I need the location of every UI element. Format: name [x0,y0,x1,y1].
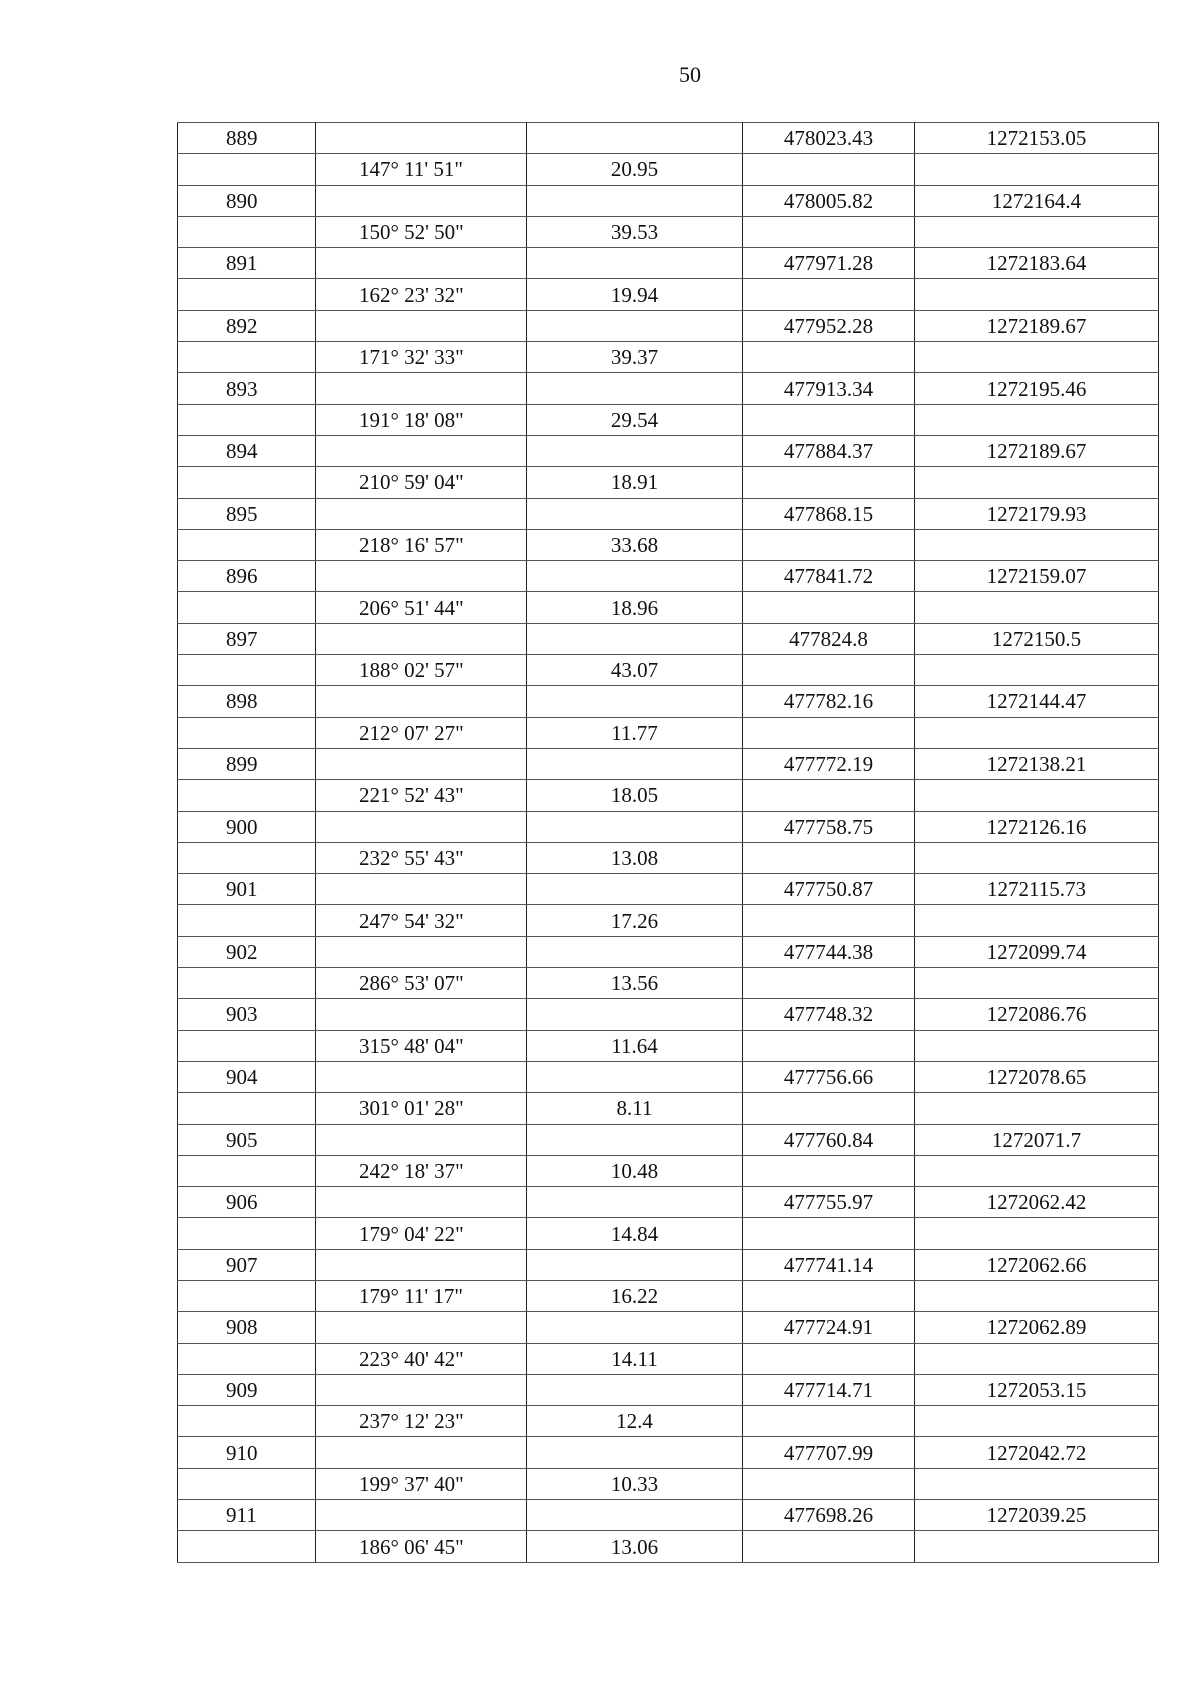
point-row [178,248,1159,279]
point-row [178,623,1159,654]
y-coordinate-cell-empty [915,780,1159,811]
distance-cell-empty [527,435,743,466]
direction-angle-cell: 210° 59' 04" [316,467,527,498]
x-coordinate-cell-empty [743,1531,915,1562]
y-coordinate-cell-empty [915,216,1159,247]
segment-row [178,279,1159,310]
direction-angle-cell: 162° 23' 32" [316,279,527,310]
point-row [178,1061,1159,1092]
direction-angle-cell: 206° 51' 44" [316,592,527,623]
x-coordinate-cell-empty [743,1468,915,1499]
point-number-cell: 903 [178,999,316,1030]
point-number-cell: 889 [178,123,316,154]
distance-cell-empty [527,498,743,529]
segment-row [178,780,1159,811]
y-coordinate-cell: 1272153.05 [915,123,1159,154]
point-row [178,1500,1159,1531]
distance-cell: 11.77 [527,717,743,748]
distance-cell: 39.53 [527,216,743,247]
segment-row [178,905,1159,936]
y-coordinate-cell: 1272138.21 [915,748,1159,779]
y-coordinate-cell: 1272086.76 [915,999,1159,1030]
point-number-cell-empty [178,1218,316,1249]
distance-cell-empty [527,1061,743,1092]
point-number-cell: 907 [178,1249,316,1280]
segment-row [178,404,1159,435]
point-number-cell-empty [178,216,316,247]
y-coordinate-cell-empty [915,1406,1159,1437]
y-coordinate-cell: 1272078.65 [915,1061,1159,1092]
x-coordinate-cell: 477698.26 [743,1500,915,1531]
point-row [178,1374,1159,1405]
point-number-cell-empty [178,1155,316,1186]
x-coordinate-cell-empty [743,1280,915,1311]
x-coordinate-cell-empty [743,717,915,748]
distance-cell: 33.68 [527,529,743,560]
x-coordinate-cell-empty [743,279,915,310]
point-number-cell-empty [178,1093,316,1124]
distance-cell-empty [527,185,743,216]
angle-cell-empty [316,435,527,466]
x-coordinate-cell: 477772.19 [743,748,915,779]
y-coordinate-cell-empty [915,1218,1159,1249]
direction-angle-cell: 301° 01' 28" [316,1093,527,1124]
x-coordinate-cell-empty [743,968,915,999]
point-number-cell-empty [178,529,316,560]
y-coordinate-cell-empty [915,1155,1159,1186]
distance-cell: 18.96 [527,592,743,623]
direction-angle-cell: 221° 52' 43" [316,780,527,811]
y-coordinate-cell: 1272062.89 [915,1312,1159,1343]
y-coordinate-cell-empty [915,1468,1159,1499]
x-coordinate-cell-empty [743,905,915,936]
x-coordinate-cell-empty [743,1030,915,1061]
distance-cell: 10.33 [527,1468,743,1499]
direction-angle-cell: 179° 04' 22" [316,1218,527,1249]
y-coordinate-cell: 1272183.64 [915,248,1159,279]
angle-cell-empty [316,1374,527,1405]
y-coordinate-cell: 1272150.5 [915,623,1159,654]
x-coordinate-cell-empty [743,1218,915,1249]
point-number-cell: 904 [178,1061,316,1092]
distance-cell-empty [527,623,743,654]
x-coordinate-cell-empty [743,842,915,873]
angle-cell-empty [316,748,527,779]
y-coordinate-cell: 1272179.93 [915,498,1159,529]
y-coordinate-cell-empty [915,968,1159,999]
segment-row [178,1406,1159,1437]
point-number-cell: 908 [178,1312,316,1343]
point-row [178,811,1159,842]
y-coordinate-cell-empty [915,342,1159,373]
angle-cell-empty [316,1124,527,1155]
point-number-cell: 902 [178,936,316,967]
coordinates-table-body [178,123,1159,1563]
angle-cell-empty [316,310,527,341]
segment-row [178,154,1159,185]
segment-row [178,1343,1159,1374]
distance-cell: 18.05 [527,780,743,811]
segment-row [178,655,1159,686]
x-coordinate-cell-empty [743,1343,915,1374]
point-number-cell-empty [178,1343,316,1374]
point-number-cell-empty [178,1406,316,1437]
direction-angle-cell: 223° 40' 42" [316,1343,527,1374]
segment-row [178,1280,1159,1311]
x-coordinate-cell: 477824.8 [743,623,915,654]
point-number-cell: 896 [178,561,316,592]
point-row [178,1312,1159,1343]
point-row [178,123,1159,154]
segment-row [178,717,1159,748]
point-row [178,686,1159,717]
angle-cell-empty [316,1249,527,1280]
point-number-cell-empty [178,1030,316,1061]
x-coordinate-cell-empty [743,529,915,560]
angle-cell-empty [316,123,527,154]
angle-cell-empty [316,999,527,1030]
angle-cell-empty [316,498,527,529]
point-number-cell: 901 [178,874,316,905]
distance-cell-empty [527,748,743,779]
x-coordinate-cell-empty [743,1406,915,1437]
point-row [178,748,1159,779]
distance-cell: 39.37 [527,342,743,373]
point-number-cell-empty [178,905,316,936]
x-coordinate-cell: 477782.16 [743,686,915,717]
segment-row [178,1468,1159,1499]
x-coordinate-cell: 477707.99 [743,1437,915,1468]
angle-cell-empty [316,248,527,279]
point-row [178,1187,1159,1218]
x-coordinate-cell: 477714.71 [743,1374,915,1405]
distance-cell-empty [527,1187,743,1218]
angle-cell-empty [316,936,527,967]
x-coordinate-cell: 477758.75 [743,811,915,842]
distance-cell: 13.56 [527,968,743,999]
y-coordinate-cell-empty [915,905,1159,936]
point-number-cell-empty [178,842,316,873]
x-coordinate-cell-empty [743,467,915,498]
direction-angle-cell: 171° 32' 33" [316,342,527,373]
segment-row [178,529,1159,560]
segment-row [178,592,1159,623]
point-number-cell-empty [178,780,316,811]
distance-cell: 17.26 [527,905,743,936]
x-coordinate-cell: 477884.37 [743,435,915,466]
distance-cell: 14.11 [527,1343,743,1374]
point-row [178,373,1159,404]
x-coordinate-cell: 478005.82 [743,185,915,216]
point-number-cell: 899 [178,748,316,779]
direction-angle-cell: 191° 18' 08" [316,404,527,435]
point-row [178,1249,1159,1280]
angle-cell-empty [316,1500,527,1531]
x-coordinate-cell-empty [743,154,915,185]
point-number-cell-empty [178,1531,316,1562]
y-coordinate-cell: 1272053.15 [915,1374,1159,1405]
x-coordinate-cell-empty [743,780,915,811]
y-coordinate-cell-empty [915,592,1159,623]
point-row [178,999,1159,1030]
y-coordinate-cell-empty [915,279,1159,310]
distance-cell-empty [527,874,743,905]
y-coordinate-cell: 1272042.72 [915,1437,1159,1468]
point-number-cell-empty [178,655,316,686]
segment-row [178,342,1159,373]
segment-row [178,1218,1159,1249]
direction-angle-cell: 147° 11' 51" [316,154,527,185]
point-number-cell-empty [178,279,316,310]
y-coordinate-cell: 1272144.47 [915,686,1159,717]
distance-cell: 10.48 [527,1155,743,1186]
point-row [178,498,1159,529]
x-coordinate-cell: 477971.28 [743,248,915,279]
direction-angle-cell: 232° 55' 43" [316,842,527,873]
x-coordinate-cell-empty [743,655,915,686]
y-coordinate-cell-empty [915,1531,1159,1562]
point-number-cell: 905 [178,1124,316,1155]
distance-cell-empty [527,811,743,842]
y-coordinate-cell: 1272126.16 [915,811,1159,842]
x-coordinate-cell: 477741.14 [743,1249,915,1280]
x-coordinate-cell-empty [743,1155,915,1186]
direction-angle-cell: 188° 02' 57" [316,655,527,686]
distance-cell: 13.08 [527,842,743,873]
y-coordinate-cell: 1272039.25 [915,1500,1159,1531]
distance-cell: 19.94 [527,279,743,310]
segment-row [178,1155,1159,1186]
segment-row [178,1030,1159,1061]
distance-cell-empty [527,248,743,279]
point-row [178,1437,1159,1468]
y-coordinate-cell-empty [915,154,1159,185]
point-number-cell: 898 [178,686,316,717]
y-coordinate-cell: 1272164.4 [915,185,1159,216]
direction-angle-cell: 150° 52' 50" [316,216,527,247]
distance-cell: 29.54 [527,404,743,435]
distance-cell: 20.95 [527,154,743,185]
y-coordinate-cell-empty [915,655,1159,686]
distance-cell: 16.22 [527,1280,743,1311]
y-coordinate-cell-empty [915,842,1159,873]
x-coordinate-cell: 478023.43 [743,123,915,154]
y-coordinate-cell: 1272189.67 [915,310,1159,341]
point-row [178,310,1159,341]
y-coordinate-cell: 1272062.66 [915,1249,1159,1280]
angle-cell-empty [316,373,527,404]
distance-cell-empty [527,1374,743,1405]
distance-cell-empty [527,123,743,154]
x-coordinate-cell: 477755.97 [743,1187,915,1218]
point-number-cell: 892 [178,310,316,341]
point-number-cell: 910 [178,1437,316,1468]
coordinates-table [177,122,1159,1563]
direction-angle-cell: 242° 18' 37" [316,1155,527,1186]
y-coordinate-cell: 1272099.74 [915,936,1159,967]
y-coordinate-cell-empty [915,404,1159,435]
x-coordinate-cell: 477868.15 [743,498,915,529]
point-number-cell-empty [178,342,316,373]
angle-cell-empty [316,1437,527,1468]
x-coordinate-cell-empty [743,404,915,435]
y-coordinate-cell-empty [915,1343,1159,1374]
point-number-cell: 897 [178,623,316,654]
distance-cell: 8.11 [527,1093,743,1124]
angle-cell-empty [316,811,527,842]
point-number-cell-empty [178,717,316,748]
y-coordinate-cell: 1272189.67 [915,435,1159,466]
distance-cell-empty [527,310,743,341]
x-coordinate-cell-empty [743,592,915,623]
segment-row [178,1531,1159,1562]
angle-cell-empty [316,185,527,216]
point-row [178,561,1159,592]
point-row [178,936,1159,967]
distance-cell-empty [527,1124,743,1155]
segment-row [178,1093,1159,1124]
x-coordinate-cell: 477913.34 [743,373,915,404]
y-coordinate-cell-empty [915,467,1159,498]
x-coordinate-cell-empty [743,216,915,247]
segment-row [178,467,1159,498]
y-coordinate-cell: 1272159.07 [915,561,1159,592]
point-number-cell-empty [178,968,316,999]
point-row [178,874,1159,905]
segment-row [178,842,1159,873]
direction-angle-cell: 199° 37' 40" [316,1468,527,1499]
direction-angle-cell: 247° 54' 32" [316,905,527,936]
distance-cell: 11.64 [527,1030,743,1061]
point-number-cell-empty [178,154,316,185]
x-coordinate-cell: 477841.72 [743,561,915,592]
distance-cell-empty [527,1437,743,1468]
point-number-cell-empty [178,592,316,623]
point-number-cell: 895 [178,498,316,529]
point-number-cell: 894 [178,435,316,466]
distance-cell-empty [527,936,743,967]
point-number-cell: 909 [178,1374,316,1405]
point-number-cell-empty [178,1280,316,1311]
distance-cell-empty [527,561,743,592]
y-coordinate-cell-empty [915,717,1159,748]
point-number-cell: 906 [178,1187,316,1218]
direction-angle-cell: 186° 06' 45" [316,1531,527,1562]
direction-angle-cell: 237° 12' 23" [316,1406,527,1437]
x-coordinate-cell-empty [743,1093,915,1124]
y-coordinate-cell-empty [915,529,1159,560]
distance-cell: 18.91 [527,467,743,498]
distance-cell-empty [527,373,743,404]
x-coordinate-cell: 477744.38 [743,936,915,967]
direction-angle-cell: 212° 07' 27" [316,717,527,748]
direction-angle-cell: 315° 48' 04" [316,1030,527,1061]
direction-angle-cell: 179° 11' 17" [316,1280,527,1311]
distance-cell-empty [527,1312,743,1343]
point-number-cell: 893 [178,373,316,404]
y-coordinate-cell-empty [915,1030,1159,1061]
page-number: 50 [679,62,701,87]
point-number-cell-empty [178,1468,316,1499]
distance-cell-empty [527,1500,743,1531]
angle-cell-empty [316,1187,527,1218]
angle-cell-empty [316,623,527,654]
distance-cell-empty [527,686,743,717]
direction-angle-cell: 218° 16' 57" [316,529,527,560]
segment-row [178,968,1159,999]
point-number-cell: 911 [178,1500,316,1531]
distance-cell: 13.06 [527,1531,743,1562]
point-row [178,185,1159,216]
angle-cell-empty [316,1061,527,1092]
direction-angle-cell: 286° 53' 07" [316,968,527,999]
point-number-cell: 891 [178,248,316,279]
x-coordinate-cell: 477756.66 [743,1061,915,1092]
distance-cell: 12.4 [527,1406,743,1437]
y-coordinate-cell-empty [915,1093,1159,1124]
x-coordinate-cell: 477760.84 [743,1124,915,1155]
distance-cell: 14.84 [527,1218,743,1249]
y-coordinate-cell: 1272071.7 [915,1124,1159,1155]
distance-cell-empty [527,1249,743,1280]
x-coordinate-cell: 477748.32 [743,999,915,1030]
point-number-cell: 900 [178,811,316,842]
point-number-cell-empty [178,404,316,435]
angle-cell-empty [316,874,527,905]
point-number-cell: 890 [178,185,316,216]
angle-cell-empty [316,1312,527,1343]
x-coordinate-cell: 477724.91 [743,1312,915,1343]
point-row [178,435,1159,466]
segment-row [178,216,1159,247]
angle-cell-empty [316,686,527,717]
x-coordinate-cell: 477750.87 [743,874,915,905]
x-coordinate-cell-empty [743,342,915,373]
y-coordinate-cell-empty [915,1280,1159,1311]
point-row [178,1124,1159,1155]
y-coordinate-cell: 1272115.73 [915,874,1159,905]
angle-cell-empty [316,561,527,592]
y-coordinate-cell: 1272195.46 [915,373,1159,404]
x-coordinate-cell: 477952.28 [743,310,915,341]
y-coordinate-cell: 1272062.42 [915,1187,1159,1218]
point-number-cell-empty [178,467,316,498]
distance-cell-empty [527,999,743,1030]
distance-cell: 43.07 [527,655,743,686]
